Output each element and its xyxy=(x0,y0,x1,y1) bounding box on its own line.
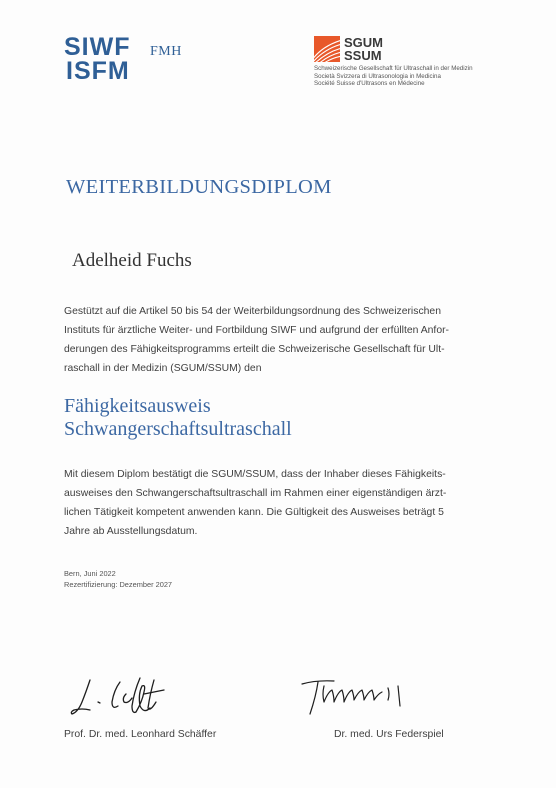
holder-name: Adelheid Fuchs xyxy=(72,250,192,271)
intro-paragraph xyxy=(64,302,504,378)
recertification-date: Rezertifizierung: Dezember 2027 xyxy=(64,580,173,589)
signer-right-name: Dr. med. Urs Federspiel xyxy=(334,729,444,740)
signer-left-name: Prof. Dr. med. Leonhard Schäffer xyxy=(64,729,217,740)
confirmation-line: Mit diesem Diplom bestätigt die SGUM/SSUM, dass der Inhaber dieses Fähigkeits- xyxy=(64,469,446,480)
sgum-subtitle-de: Schweizerische Gesellschaft für Ultraschall in der Medizin xyxy=(314,65,473,72)
sgum-name-line1: SGUM xyxy=(344,35,383,50)
signature-left xyxy=(68,672,178,720)
intro-line: derungen des Fähigkeitsprogramms erteilt die Schweizerische Gesellschaft für Ult- xyxy=(64,344,445,355)
sgum-logo xyxy=(314,36,524,92)
certificate-title-line1: Fähigkeitsausweis xyxy=(64,395,211,417)
certificate-title-line2: Schwangerschaftsultraschall xyxy=(64,418,292,440)
confirmation-line: ausweises den Schwangerschaftsultraschall im Rahmen einer eigenständigen ärzt- xyxy=(64,488,447,499)
siwf-logo-line2: ISFM xyxy=(66,57,130,85)
confirmation-paragraph xyxy=(64,465,504,541)
sgum-wave-icon xyxy=(314,36,340,62)
intro-line: raschall in der Medizin (SGUM/SSUM) den xyxy=(64,363,262,374)
intro-line: Instituts für ärztliche Weiter- und Fortbildung SIWF und aufgrund der erfüllten Anfor- xyxy=(64,325,450,336)
intro-line: Gestützt auf die Artikel 50 bis 54 der Weiterbildungsordnung des Schweizerischen xyxy=(64,306,441,317)
siwf-logo xyxy=(64,34,194,86)
confirmation-line: lichen Tätigkeit kompetent anwenden kann. Die Gültigkeit des Ausweises beträgt 5 xyxy=(64,507,444,518)
place-date: Bern, Juni 2022 xyxy=(64,569,116,578)
sgum-subtitle-it: Società Svizzera di Ultrasonologia in Medicina xyxy=(314,72,441,80)
sgum-subtitle-fr: Société Suisse d'Ultrasons en Médecine xyxy=(314,80,425,87)
diploma-title: WEITERBILDUNGSDIPLOM xyxy=(66,176,332,198)
place-date-block xyxy=(64,568,172,590)
signature-right xyxy=(300,672,420,720)
siwf-logo-fmh: FMH xyxy=(150,44,182,59)
certificate-title xyxy=(64,395,292,441)
siwf-logo-line1: SIWF xyxy=(64,33,131,61)
confirmation-line: Jahre ab Ausstellungsdatum. xyxy=(64,526,198,537)
sgum-name-line2: SSUM xyxy=(344,48,382,63)
